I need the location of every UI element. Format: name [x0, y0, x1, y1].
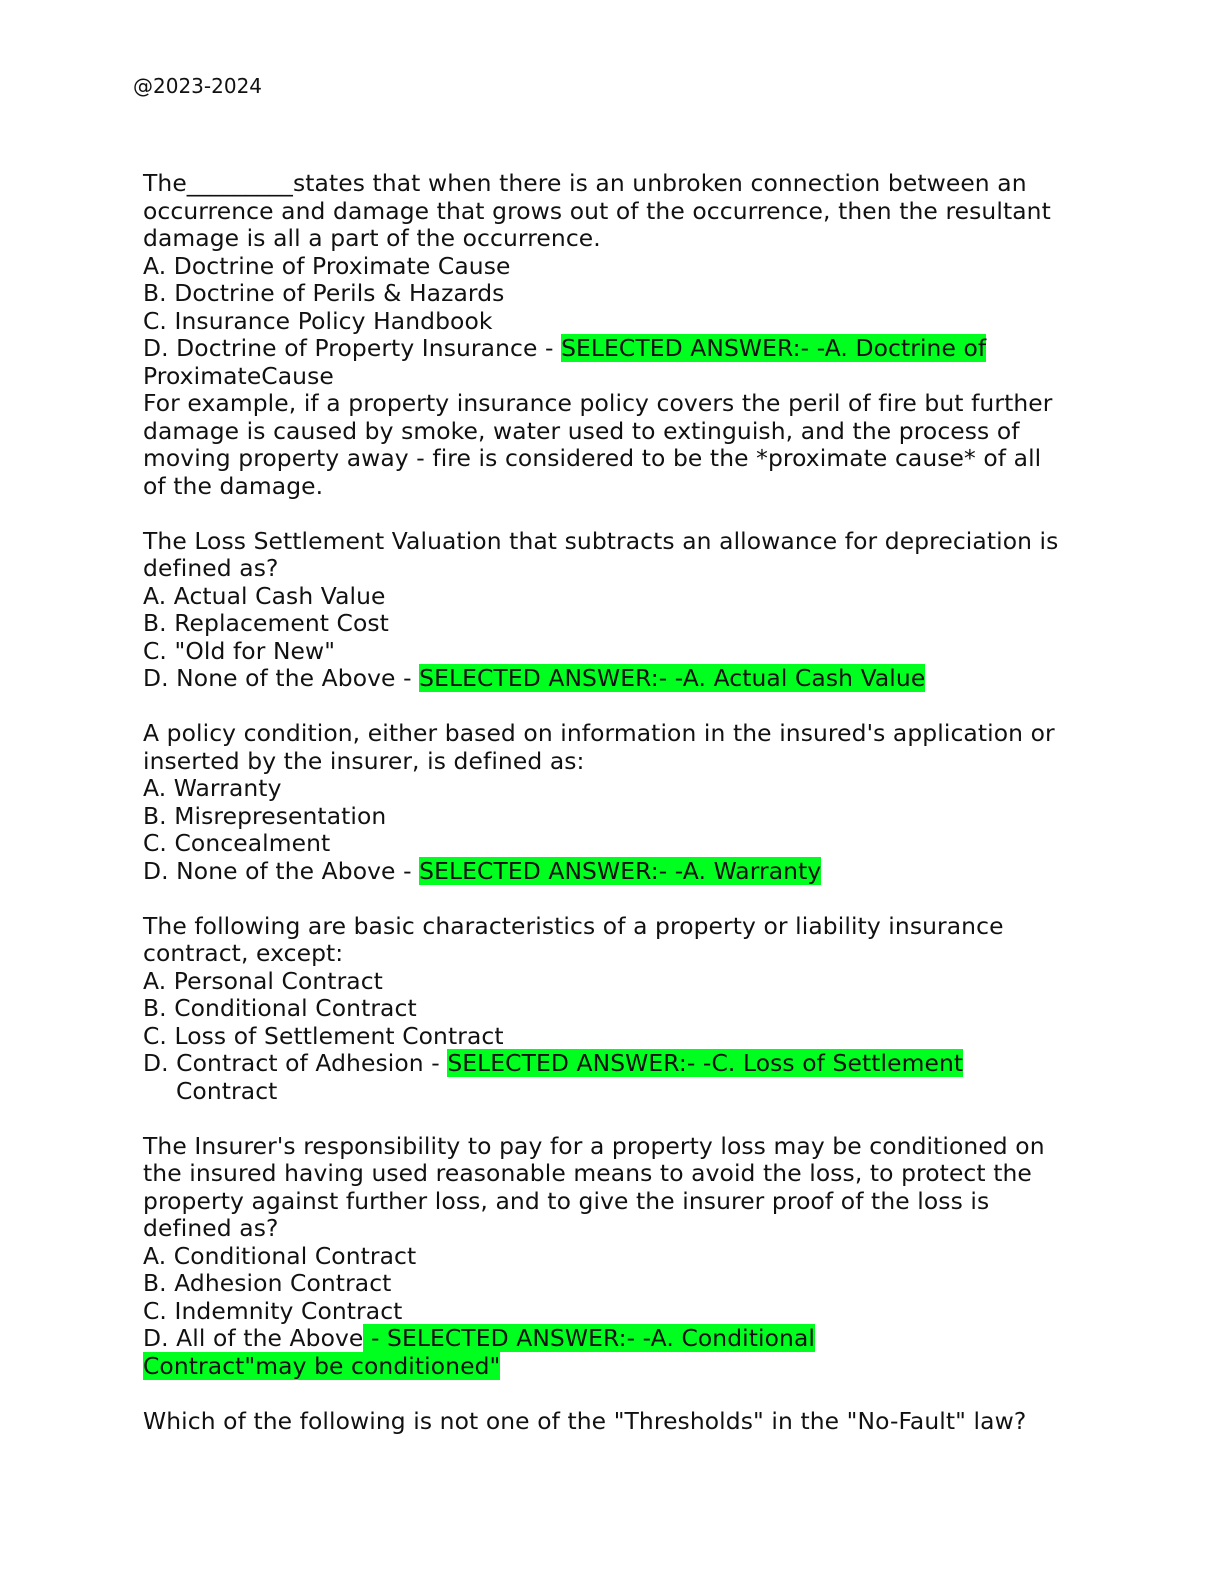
question-line: property against further loss, and to give the insurer proof of the loss is	[143, 1186, 990, 1215]
option-a: A. Warranty	[143, 774, 282, 802]
explanation-line: damage is caused by smoke, water used to extinguish, and the process of	[143, 416, 1020, 445]
selected-answer: - SELECTED ANSWER:- -A. Conditional	[363, 1324, 815, 1352]
question-line: The Loss Settlement Valuation that subtracts an allowance for depreciation is	[143, 526, 1059, 555]
option-a: A. Personal Contract	[143, 966, 383, 995]
document-body	[143, 170, 1073, 1435]
question-line: damage is all a part of the occurrence.	[143, 224, 601, 252]
option-d	[143, 1050, 1073, 1078]
option-c: C. "Old for New"	[143, 636, 336, 665]
question-line: occurrence and damage that grows out of the occurrence, then the resultant	[143, 196, 1051, 225]
explanation-line: moving property away - fire is considered to be the *proximate cause* of all	[143, 444, 1042, 472]
option-c: C. Insurance Policy Handbook	[143, 306, 493, 335]
option-b: B. Doctrine of Perils & Hazards	[143, 279, 505, 307]
option-d-text: D. Contract of Adhesion -	[143, 1049, 448, 1077]
selected-answer: SELECTED ANSWER:- -A. Doctrine of	[561, 334, 987, 362]
selected-answer-continuation-text: Contract"may be conditioned"	[143, 1351, 501, 1380]
option-d-text: D. Doctrine of Property Insurance -	[143, 334, 562, 362]
question-line: The_________states that when there is an unbroken connection between an	[143, 169, 1027, 197]
selected-answer-continuation	[143, 1353, 1073, 1381]
question-block	[143, 720, 1073, 885]
question-block	[143, 1133, 1073, 1381]
page-header: @2023-2024	[133, 74, 263, 98]
question-line: the insured having used reasonable means to avoid the loss, to protect the	[143, 1159, 1032, 1187]
option-d	[143, 665, 1073, 693]
question-line: defined as?	[143, 1214, 279, 1242]
selected-answer-continuation: ProximateCause	[143, 361, 334, 390]
option-a: A. Actual Cash Value	[143, 581, 386, 610]
option-b: B. Misrepresentation	[143, 801, 387, 830]
question-line: inserted by the insurer, is defined as:	[143, 746, 585, 775]
option-d-text: D. None of the Above -	[143, 664, 420, 692]
option-d-text: D. None of the Above -	[143, 856, 420, 885]
option-c: C. Indemnity Contract	[143, 1296, 403, 1325]
question-line: Which of the following is not one of the "Thresholds" in the "No-Fault" law?	[143, 1406, 1027, 1435]
option-a: A. Conditional Contract	[143, 1241, 417, 1270]
option-c: C. Loss of Settlement Contract	[143, 1021, 504, 1050]
option-d	[143, 1325, 1073, 1353]
question-block	[143, 1408, 1073, 1436]
question-line: defined as?	[143, 554, 279, 582]
question-line: The Insurer's responsibility to pay for a property loss may be conditioned on	[143, 1131, 1045, 1160]
question-block	[143, 528, 1073, 693]
explanation-line: of the damage.	[143, 471, 324, 500]
option-b: B. Replacement Cost	[143, 609, 389, 637]
explanation-line: For example, if a property insurance policy covers the peril of fire but further	[143, 389, 1053, 417]
option-d	[143, 858, 1073, 886]
question-block	[143, 913, 1073, 1106]
option-b: B. Adhesion Contract	[143, 1269, 392, 1297]
option-d	[143, 335, 1073, 363]
question-line: contract, except:	[143, 939, 344, 967]
selected-answer-continuation: Contract	[176, 1076, 278, 1105]
question-block	[143, 170, 1073, 500]
option-a: A. Doctrine of Proximate Cause	[143, 251, 511, 280]
selected-answer: SELECTED ANSWER:- -A. Actual Cash Value	[419, 664, 926, 692]
option-c: C. Concealment	[143, 829, 331, 857]
question-line: A policy condition, either based on information in the insured's application or	[143, 719, 1055, 747]
question-line: The following are basic characteristics of a property or liability insurance	[143, 911, 1004, 940]
option-d-text: D. All of the Above	[143, 1324, 364, 1352]
option-b: B. Conditional Contract	[143, 994, 417, 1022]
selected-answer: SELECTED ANSWER:- -C. Loss of Settlement	[447, 1049, 964, 1077]
selected-answer: SELECTED ANSWER:- -A. Warranty	[419, 856, 822, 885]
